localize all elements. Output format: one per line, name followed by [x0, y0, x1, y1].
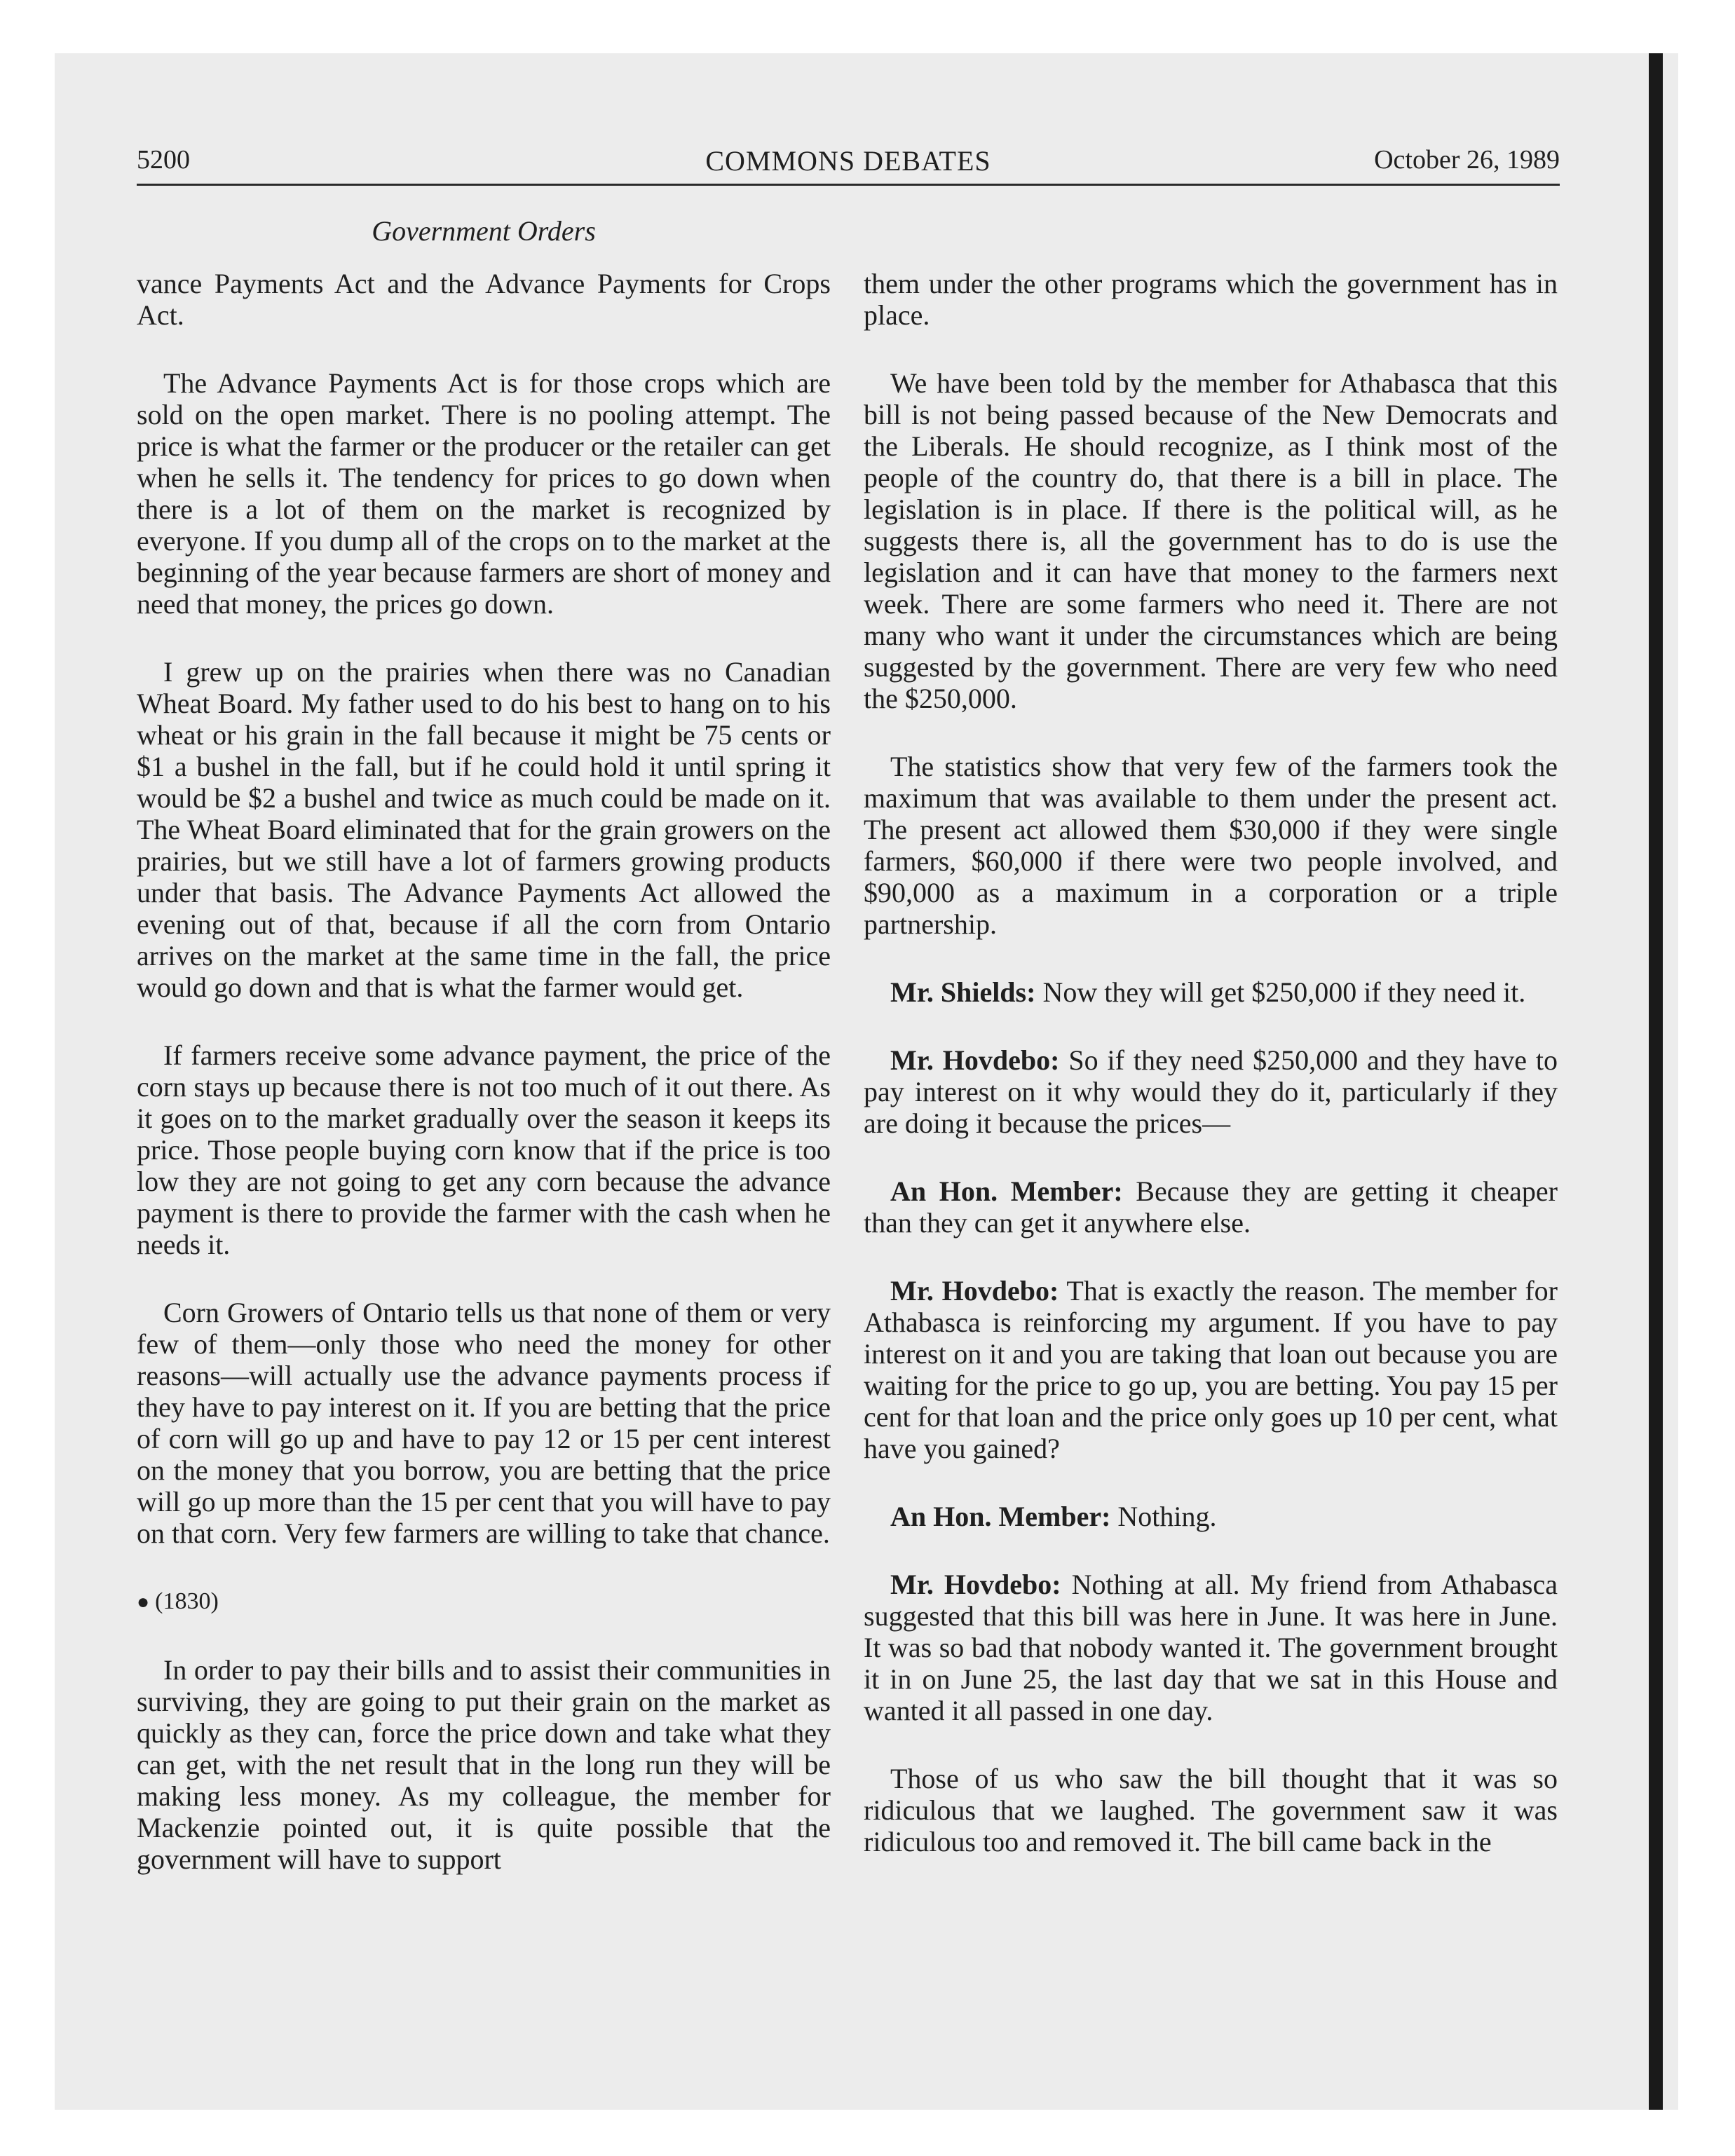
paragraph: vance Payments Act and the Advance Payments for Crops Act. — [137, 268, 831, 331]
speech-text: Because they are getting it cheaper than they can get it anywhere else. — [864, 1175, 1558, 1239]
speaker-name: Mr. Hovdebo: — [890, 1569, 1061, 1600]
header-rule — [137, 184, 1560, 186]
paragraph: The Advance Payments Act is for those crops which are sold on the open market. There is no pooling attempt. The price is what the farmer or the producer or the retailer can get when he sells it. The tendency for prices to go down when there is a lot of them on the market is recognized by everyone. If you dump all of the crops on to the market at the beginning of the year because farmers are short of money and need that money, the prices go down. — [137, 367, 831, 620]
section-title: Government Orders — [372, 215, 596, 247]
paragraph: Corn Growers of Ontario tells us that none of them or very few of them—only those who need the money for other reasons—will actually use the advance payments process if they have to pay interest on it. If you are betting that the price of corn will go up and have to pay 12 or 15 per cent interest on the money that you borrow, you are betting that the price will go up more than the 15 per cent that you will have to pay on that corn. Very few farmers are willing to take that chance. — [137, 1297, 831, 1549]
speech-text: Nothing. — [1110, 1501, 1217, 1532]
paragraph: them under the other programs which the government has in place. — [864, 268, 1558, 331]
speaker-name: An Hon. Member: — [890, 1175, 1123, 1207]
speaker-name: Mr. Hovdebo: — [890, 1044, 1060, 1076]
speech — [864, 976, 1558, 1008]
paragraph: Those of us who saw the bill thought that it was so ridiculous that we laughed. The government saw it was ridiculous too and removed it. The bill came back in the — [864, 1763, 1558, 1857]
paragraph: We have been told by the member for Athabasca that this bill is not being passed because of the New Democrats and the Liberals. He should recognize, as I think most of the people of the country do, that there is a bill in place. The legislation is in place. If there is the political will, as he suggests there is, all the government has to do is use the legislation and it can have that money to the farmers next week. There are some farmers who need it. There are not many who want it under the circumstances which are being suggested by the government. There are very few who need the $250,000. — [864, 367, 1558, 714]
bullet-icon: ● — [137, 1590, 150, 1613]
speaker-name: Mr. Hovdebo: — [890, 1275, 1059, 1306]
left-column — [137, 268, 831, 1911]
speaker-name: An Hon. Member: — [890, 1501, 1111, 1532]
time-marker-text: (1830) — [155, 1588, 219, 1614]
publication-title: COMMONS DEBATES — [705, 145, 991, 177]
speech — [864, 1569, 1558, 1726]
speaker-name: Mr. Shields: — [890, 976, 1036, 1008]
speech-text: That is exactly the reason. The member for Athabasca is reinforcing my argument. If you have to pay interest on it and you are taking that loan out because you are waiting for the price to go up, you are betting. You pay 15 per cent for that loan and the price only goes up 10 per cent, what have you gained? — [864, 1275, 1558, 1464]
publication-date: October 26, 1989 — [1374, 145, 1560, 175]
page-edge-shadow — [1649, 53, 1663, 2110]
speech-text: So if they need $250,000 and they have to pay interest on it why would they do it, particularly if they are doing it because the prices— — [864, 1044, 1558, 1139]
paragraph: I grew up on the prairies when there was no Canadian Wheat Board. My father used to do his best to hang on to his wheat or his grain in the fall because it might be 75 cents or $1 a bushel in the fall, but if he could hold it until spring it would be $2 a bushel and twice as much could be made on it. The Wheat Board eliminated that for the grain growers on the prairies, but we still have a lot of farmers growing products under that basis. The Advance Payments Act allowed the evening out of that, because if all the corn from Ontario arrives on the market at the same time in the fall, the price would go down and that is what the farmer would get. — [137, 656, 831, 1003]
speech — [864, 1501, 1558, 1532]
page-header — [137, 139, 1560, 182]
right-column — [864, 268, 1558, 1894]
paragraph: The statistics show that very few of the farmers took the maximum that was available to them under the present act. The present act allowed them $30,000 if they were single farmers, $60,000 if there were two people involved, and $90,000 as a maximum in a corporation or a triple partnership. — [864, 751, 1558, 940]
speech — [864, 1175, 1558, 1239]
speech-text: Now they will get $250,000 if they need it. — [1035, 976, 1526, 1008]
time-marker — [137, 1585, 831, 1618]
speech — [864, 1275, 1558, 1464]
paragraph: In order to pay their bills and to assist their communities in surviving, they are going to put their grain on the market as quickly as they can, force the price down and take what they can get, with the net result that in the long run they will be making less money. As my colleague, the member for Mackenzie pointed out, it is quite possible that the government will have to support — [137, 1654, 831, 1875]
speech-text: Nothing at all. My friend from Athabasca suggested that this bill was here in June. It was here in June. It was so bad that nobody wanted it. The government brought it in on June 25, the last day that we sat in this House and wanted it all passed in one day. — [864, 1569, 1558, 1726]
speech — [864, 1044, 1558, 1139]
page-number: 5200 — [137, 145, 190, 175]
paragraph: If farmers receive some advance payment, the price of the corn stays up because there is not too much of it out there. As it goes on to the market gradually over the season it keeps its price. Those people buying corn know that if the price is too low they are not going to get any corn because the advance payment is there to provide the farmer with the cash when he needs it. — [137, 1039, 831, 1260]
